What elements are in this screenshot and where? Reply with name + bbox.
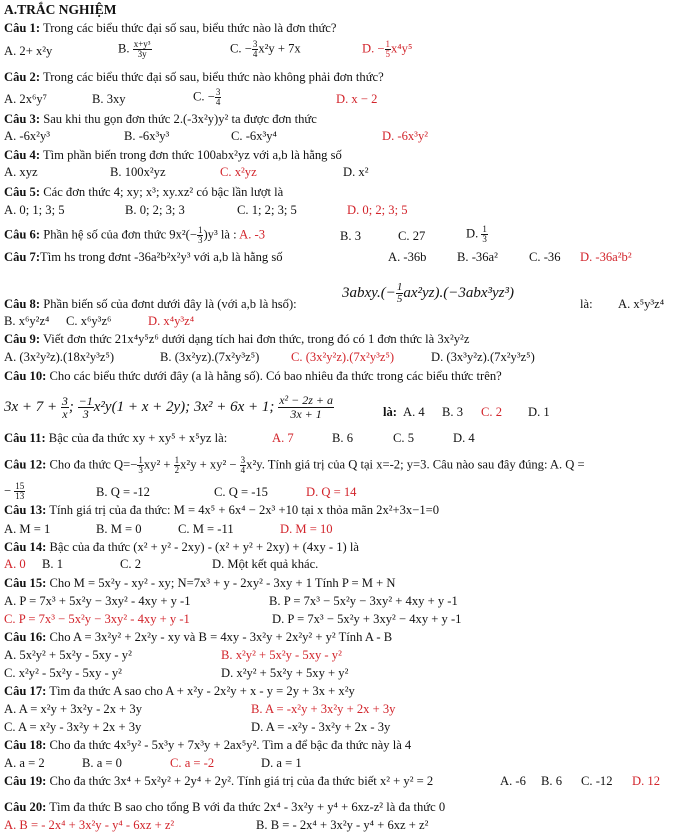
question-11: Câu 11: Bậc của đa thức xy + xy⁵ + x⁵yz là: <box>4 431 228 445</box>
q11-option-c: C. 5 <box>393 431 414 445</box>
fraction: $\frac{15}{13}$ <box>15 481 25 501</box>
q4-option-d: D. x² <box>343 165 369 179</box>
fraction: $\frac{-1}{3}$ <box>78 394 93 421</box>
q6-option-c: C. 27 <box>398 229 426 243</box>
q5-option-d: D. 0; 2; 3; 5 <box>347 203 408 217</box>
fraction: $\frac{3}{x}$ <box>61 394 68 421</box>
q8-expression: 3abxy.(− $\frac{1}{5}$ ax²yz).(−3abx³yz³) <box>342 281 515 305</box>
q13-option-c: C. M = -11 <box>178 522 234 536</box>
q14-option-b: B. 1 <box>42 557 63 571</box>
q16-option-c: C. x²y² - 5x²y - 5xy - y² <box>4 666 122 680</box>
question-16: Câu 16: Cho A = 3x²y² + 2x²y - xy và B = 4xy - 3x²y + 2x²y² + y² Tính A - B <box>4 630 393 644</box>
q17-option-c: C. A = x²y - 3x²y + 2x + 3y <box>4 720 142 734</box>
fraction: $\frac{1}{2}$ <box>174 455 180 475</box>
question-17: Câu 17: Tìm đa thức A sao cho A + x²y - 2x²y + x - y = 2y + 3x + x²y <box>4 684 355 698</box>
q14-option-c: C. 2 <box>120 557 141 571</box>
q18-option-d: D. a = 1 <box>261 756 302 770</box>
q3-option-a: A. -6x²y³ <box>4 129 51 143</box>
q4-option-a: A. xyz <box>4 165 38 179</box>
q10-expressions: 3x + 7 + $\frac{3}{x}$ ; $\frac{-1}{3}$ x²y(1 + x + 2y); 3x² + 6x + 1; $\frac{\text{x² − 2z + a}}{3x + 1}$ <box>4 393 333 421</box>
question-1 <box>4 21 337 35</box>
question-3: Câu 3: Sau khi thu gọn đơn thức 2.(-3x²y)y² ta được đơn thức <box>4 112 317 126</box>
q18-option-a: A. a = 2 <box>4 756 45 770</box>
q8-la: là: <box>580 297 593 311</box>
q12-option-d: D. Q = 14 <box>306 485 357 499</box>
question-10: Câu 10: Cho các biểu thức dưới đây (a là hằng số). Có bao nhiêu đa thức trong các biểu thức trên? <box>4 369 502 383</box>
q5-option-b: B. 0; 2; 3; 3 <box>125 203 185 217</box>
q7-option-d: D. -36a²b² <box>580 250 632 264</box>
q19-option-d: D. 12 <box>632 774 660 788</box>
q3-option-c: C. -6x³y⁴ <box>231 129 277 143</box>
q8-option-c: C. x⁶y³z⁶ <box>66 314 112 328</box>
q16-option-b: B. x²y² + 5x²y - 5xy - y² <box>221 648 342 662</box>
q13-option-d: D. M = 10 <box>280 522 333 536</box>
q14-option-d: D. Một kết quả khác. <box>212 557 319 571</box>
q12-option-a: − $\frac{15}{13}$ <box>4 481 25 501</box>
q16-option-d: D. x²y² + 5x²y + 5xy + y² <box>221 666 349 680</box>
fraction: $\frac{1}{3}$ <box>482 224 487 244</box>
q14-option-a: A. 0 <box>4 557 26 571</box>
question-20: Câu 20: Tìm đa thức B sao cho tổng B với đa thức 2x⁴ - 3x²y + y⁴ + 6xz-z² là đa thức 0 <box>4 800 446 814</box>
q11-option-b: B. 6 <box>332 431 353 445</box>
question-19: Câu 19: Cho đa thức 3x⁴ + 5x²y² + 2y⁴ + 2y². Tính giá trị của đa thức biết x² + y² = 2 <box>4 774 434 788</box>
q11-option-a: A. 7 <box>272 431 294 445</box>
q5-option-c: C. 1; 2; 3; 5 <box>237 203 297 217</box>
question-7: Câu 7:Tìm hs trong đơnt -36a²b²x²y³ với a,b là hằng số <box>4 250 283 264</box>
q1-option-c: C. − $\frac{3}{4}$ x²y + 7x <box>230 39 301 59</box>
q5-option-a: A. 0; 1; 3; 5 <box>4 203 65 217</box>
q8-option-d: D. x⁴y³z⁴ <box>148 314 195 328</box>
q7-option-b: B. -36a² <box>457 250 498 264</box>
q3-option-d: D. -6x³y² <box>382 129 429 143</box>
q13-option-a: A. M = 1 <box>4 522 51 536</box>
q15-option-c: C. P = 7x³ − 5x²y − 3xy² - 4xy + y -1 <box>4 612 190 626</box>
q15-option-b: B. P = 7x³ − 5x²y − 3xy² + 4xy + y -1 <box>269 594 458 608</box>
fraction: $\frac{1}{5}$ <box>396 281 403 305</box>
q2-option-c: C. − $\frac{3}{4}$ <box>193 87 221 107</box>
q10-option-b: B. 3 <box>442 405 463 419</box>
question-2: Câu 2: Trong các biểu thức đại số sau, biểu thức nào không phải đơn thức? <box>4 70 384 84</box>
q19-option-c: C. -12 <box>581 774 613 788</box>
fraction: $\frac{1}{3}$ <box>138 455 143 475</box>
q19-option-b: B. 6 <box>541 774 562 788</box>
q12-option-c: C. Q = -15 <box>214 485 268 499</box>
q1-option-d: D. − $\frac{1}{5}$ x⁴y⁵ <box>362 39 413 59</box>
q9-option-c: C. (3x²y²z).(7x²y³z⁵) <box>291 350 395 364</box>
q9-option-d: D. (3x³y²z).(7x²y³z⁵) <box>431 350 535 364</box>
question-14: Câu 14: Bậc của đa thức (x² + y² - 2xy) - (x² + y² + 2xy) + (4xy - 1) là <box>4 540 359 554</box>
q8-option-a: A. x⁵y³z⁴ <box>618 297 665 311</box>
question-8: Câu 8: Phần biến số của đơnt dưới đây là (với a,b là hsố): <box>4 297 297 311</box>
q13-option-b: B. M = 0 <box>96 522 142 536</box>
q4-option-c: C. x²yz <box>220 165 257 179</box>
q10-option-a: A. 4 <box>403 405 425 419</box>
q18-option-c: C. a = -2 <box>170 756 215 770</box>
q2-option-b: B. 3xy <box>92 92 126 106</box>
fraction: $\frac{3}{4}$ <box>252 39 258 59</box>
question-6: Câu 6: Phần hệ số của đơn thức 9x²(− $\frac{1}{3}$ )y³ là : A. -3 <box>4 225 265 245</box>
q1-option-a: A. 2+ x²y <box>4 44 53 58</box>
q6-option-b: B. 3 <box>340 229 361 243</box>
q17-option-d: D. A = -x²y - 3x²y + 2x - 3y <box>251 720 391 734</box>
q1-option-b: B. $\frac{\text{x+y³}}{3y}$ <box>118 39 151 59</box>
q17-option-a: A. A = x²y + 3x²y - 2x + 3y <box>4 702 143 716</box>
question-label: Câu 1: <box>4 21 41 35</box>
q2-option-d: D. x − 2 <box>336 92 378 106</box>
question-13: Câu 13: Tính giá trị của đa thức: M = 4x⁵ + 6x⁴ − 2x³ +10 tại x thỏa mãn 2x²+3x−1=0 <box>4 503 440 517</box>
q6-option-d: D. $\frac{1}{3}$ <box>466 224 487 244</box>
q19-option-a: A. -6 <box>500 774 526 788</box>
fraction: $\frac{1}{5}$ <box>385 39 390 59</box>
question-5: Câu 5: Các đơn thức 4; xy; x³; xy.xz² có bậc lần lượt là <box>4 185 284 199</box>
question-12: Câu 12: Cho đa thức Q=− $\frac{1}{3}$ xy² + $\frac{1}{2}$ x²y + xy² − $\frac{3}{4}$ x²y. Tính giá trị của Q tại x=-2; y=3. Câu nào sau đây đúng: A. Q = <box>4 455 585 475</box>
q16-option-a: A. 5x²y² + 5x²y - 5xy - y² <box>4 648 132 662</box>
question-4: Câu 4: Tìm phần biến trong đơn thức 100abx²yz với a,b là hằng số <box>4 148 342 162</box>
section-heading: A.TRẮC NGHIỆM <box>4 2 117 17</box>
fraction: $\frac{3}{4}$ <box>215 87 221 107</box>
q17-option-b: B. A = -x²y + 3x²y + 2x + 3y <box>251 702 396 716</box>
fraction: $\frac{3}{4}$ <box>240 455 246 475</box>
q18-option-b: B. a = 0 <box>82 756 122 770</box>
q10-option-d: D. 1 <box>528 405 550 419</box>
q7-option-a: A. -36b <box>388 250 427 264</box>
q3-option-b: B. -6x³y³ <box>124 129 170 143</box>
q8-option-b: B. x⁶y²z⁴ <box>4 314 50 328</box>
q20-option-a: A. B = - 2x⁴ + 3x²y - y⁴ - 6xz + z² <box>4 818 175 832</box>
q10-option-c: C. 2 <box>481 405 502 419</box>
q7-option-c: C. -36 <box>529 250 561 264</box>
fraction: $\frac{\text{x+y³}}{3y}$ <box>133 39 151 59</box>
q20-option-b: B. B = - 2x⁴ + 3x²y - y⁴ + 6xz + z² <box>256 818 429 832</box>
question-15: Câu 15: Cho M = 5x²y - xy² - xy; N=7x³ + y - 2xy² - 3xy + 1 Tính P = M + N <box>4 576 396 590</box>
q2-option-a: A. 2x⁶y⁷ <box>4 92 48 106</box>
q15-option-a: A. P = 7x³ + 5x²y − 3xy² - 4xy + y -1 <box>4 594 191 608</box>
q6-option-a: A. -3 <box>239 227 265 242</box>
q15-option-d: D. P = 7x³ − 5x²y + 3xy² − 4xy + y -1 <box>272 612 462 626</box>
q4-option-b: B. 100x²yz <box>110 165 166 179</box>
question-text: Trong các biểu thức đại số sau, biểu thức nào là đơn thức? <box>42 21 337 35</box>
question-9: Câu 9: Viết đơn thức 21x⁴y⁵z⁶ dưới dạng tích hai đơn thức, trong đó có 1 đơn thức là 3x²y²z <box>4 332 470 346</box>
q10-la: là: <box>383 405 397 419</box>
q12-option-b: B. Q = -12 <box>96 485 150 499</box>
fraction: $\frac{1}{3}$ <box>197 225 203 245</box>
question-18: Câu 18: Cho đa thức 4x⁵y² - 5x³y + 7x³y + 2ax⁵y². Tìm a để bậc đa thức này là 4 <box>4 738 412 752</box>
q9-option-a: A. (3x²y²z).(18x²y³z⁵) <box>4 350 115 364</box>
q11-option-d: D. 4 <box>453 431 475 445</box>
fraction: $\frac{\text{x² − 2z + a}}{3x + 1}$ <box>279 393 333 421</box>
q9-option-b: B. (3x²yz).(7x²y³z⁵) <box>160 350 260 364</box>
